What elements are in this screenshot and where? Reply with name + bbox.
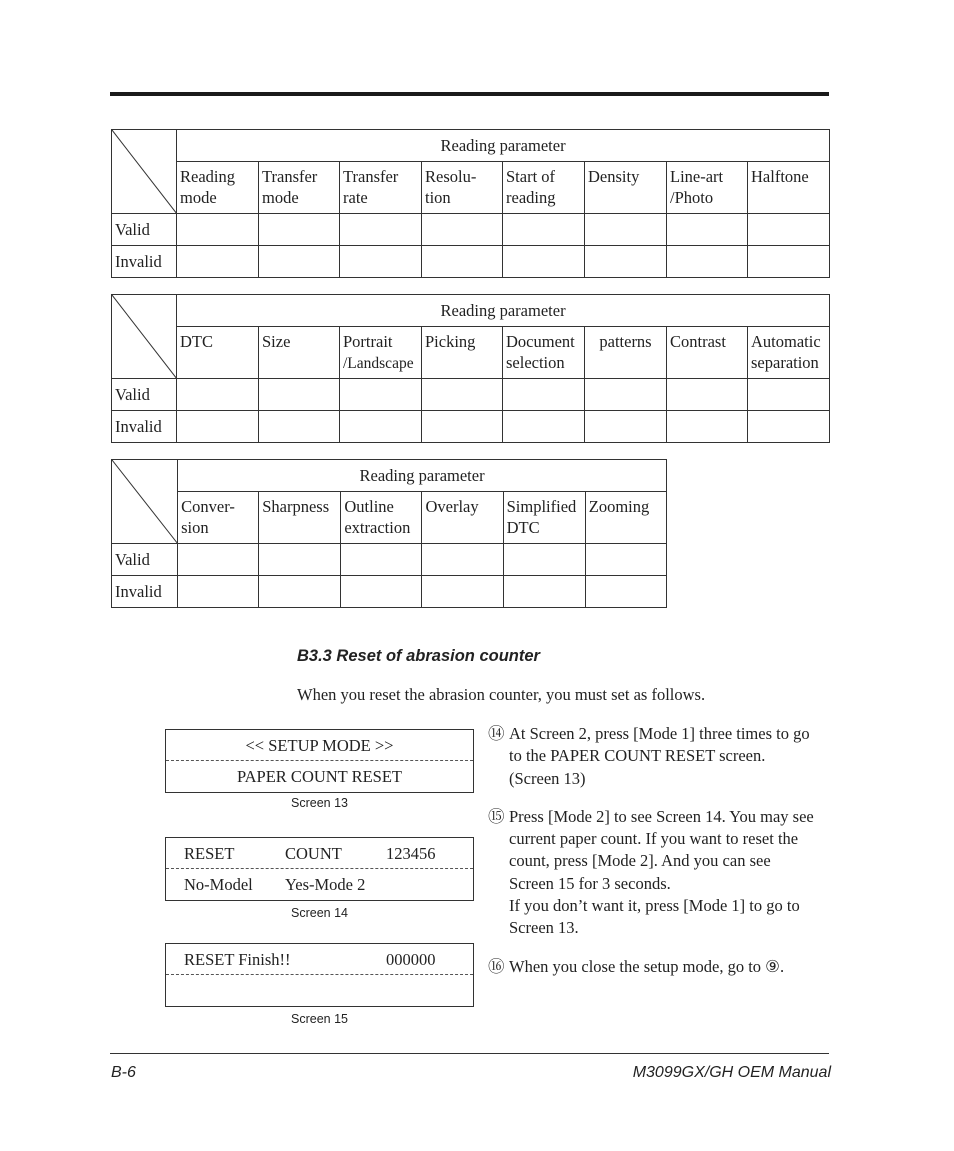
table-row [112,576,667,608]
row-label: Valid [112,214,177,246]
screen-caption: Screen 14 [291,906,348,920]
group-header: Reading parameter [177,295,830,327]
lcd-screen-13 [165,729,474,793]
table-corner-cell [112,130,177,214]
column-header: Size [259,327,340,379]
column-header: Overlay [422,492,503,544]
group-header: Reading parameter [177,130,830,162]
step-15: ⑮ Press [Mode 2] to see Screen 14. You may see current paper count. If you want to reset the count, press [Mode 2]. And you can see Screen 15 for 3 seconds. If you don’t want it, press [Mode 1] to go to Screen 13. [488,806,814,938]
column-header: Density [585,162,667,214]
column-header: Contrast [667,327,748,379]
screen-caption: Screen 13 [291,796,348,810]
step-number: ⑭ [488,724,505,743]
screen-line-2: PAPER COUNT RESET [236,767,403,786]
screen-line-1: RESET Finish!! 000000 [166,944,473,975]
step-list [488,723,833,978]
step-number: ⑮ [488,806,505,826]
screen-line-1: RESET COUNT 123456 [166,838,473,869]
column-header: Outline extraction [341,492,422,544]
bottom-rule [110,1053,829,1054]
column-header: Transfer mode [259,162,340,214]
row-label: Invalid [112,246,177,278]
column-header: Document selection [503,327,585,379]
table-corner-cell [112,460,178,544]
row-label: Valid [112,379,177,411]
column-header: DTC [177,327,259,379]
column-header: Reading mode [177,162,259,214]
row-label: Invalid [112,576,178,608]
column-header: Portrait /Landscape [340,327,422,379]
column-header: Conver- sion [178,492,259,544]
step-16: ⑯ When you close the setup mode, go to ⑨. [488,956,833,978]
step-14: ⑭ At Screen 2, press [Mode 1] three times to go to the PAPER COUNT RESET screen. (Screen 13) [488,724,810,788]
table-row [112,246,830,278]
manual-title: M3099GX/GH OEM Manual [632,1064,831,1081]
row-label: Valid [112,544,178,576]
column-header: patterns [585,327,667,379]
table-row [112,411,830,443]
column-header: Picking [422,327,503,379]
table-corner-cell [112,295,177,379]
section-heading: B3.3 Reset of abrasion counter [297,647,540,665]
column-header: Start of reading [503,162,585,214]
screen-line-2 [166,975,473,1006]
reading-parameter-table-1 [111,129,830,278]
column-header: Zooming [585,492,666,544]
page-number: B-6 [111,1064,136,1081]
column-header: Sharpness [259,492,341,544]
column-header: Halftone [748,162,830,214]
column-header: Line-art /Photo [667,162,748,214]
lcd-screen-15 [165,943,474,1007]
row-label: Invalid [112,411,177,443]
column-header: Transfer rate [340,162,422,214]
group-header: Reading parameter [178,460,667,492]
table-row [112,214,830,246]
table-row [112,379,830,411]
lcd-screen-14 [165,837,474,901]
column-header: Resolu- tion [422,162,503,214]
screen-caption: Screen 15 [291,1012,348,1026]
screen-line-2: No-Model Yes-Mode 2 [184,875,366,894]
reading-parameter-table-2 [111,294,830,443]
top-rule [110,92,829,96]
step-number: ⑯ [488,956,505,976]
column-header: Automatic separation [748,327,830,379]
column-header: Simplified DTC [503,492,585,544]
section-intro: When you reset the abrasion counter, you must set as follows. [297,685,706,704]
reading-parameter-table-3 [111,459,667,608]
screen-line-1: << SETUP MODE >> [166,730,473,761]
table-row [112,544,667,576]
